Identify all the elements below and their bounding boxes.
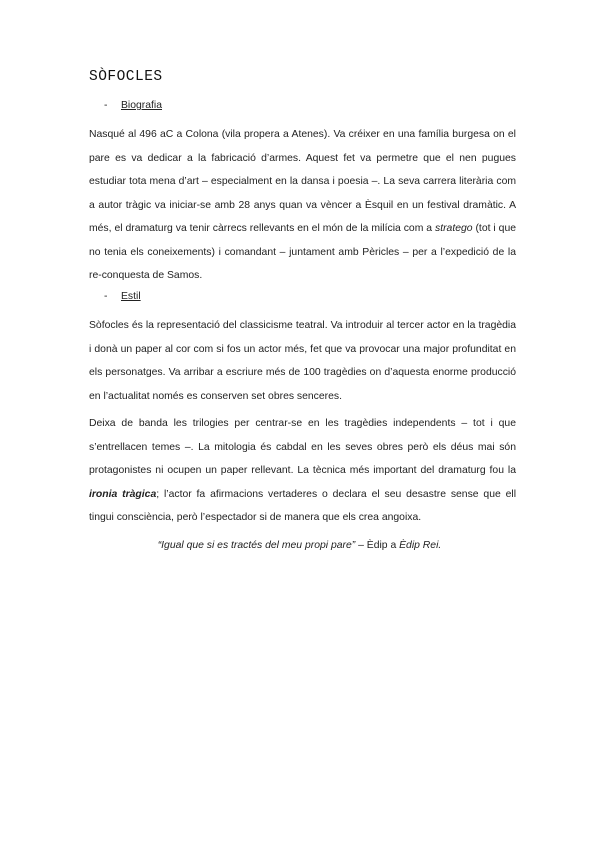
section-heading-estil [104, 290, 141, 304]
paragraph-text: Nasqué al 496 aC a Colona (vila propera a Atenes). Va créixer en una família burgesa on el pare es va dedicar a la fabricació d’armes. Aquest fet va permetre que el nen pugues estudiar tota mena d’art – especialment en la dansa i poesia –. La seva carrera literària com a autor tràgic va iniciar-se amb 28 anys quan va vèncer a Èsquil en un festival dramàtic. A més, el dramaturg va tenir càrrecs rellevants en el món de la milícia com a [89, 129, 516, 234]
paragraph-estil-2 [89, 412, 516, 530]
paragraph-biografia [89, 123, 516, 288]
bullet-dash: - [104, 100, 108, 111]
paragraph-text: Sòfocles és la representació del classicisme teatral. Va introduir al tercer actor en la tragèdia i donà un paper al cor com si fos un actor més, fet que va provocar una major profunditat en els personatges. Va arribar a escriure més de 100 tragèdies on d’aquesta enorme producció en l’actualitat només es conserven set obres senceres. [89, 320, 516, 402]
paragraph-text: ; l’actor fa afirmacions vertaderes o declara el seu desastre sense que ell tingui consciència, però l’espectador si de manera que els crea angoixa. [89, 488, 516, 523]
italic-term: stratego [435, 223, 473, 234]
bold-italic-term: ironia tràgica [89, 488, 157, 500]
closing-quote [0, 534, 599, 558]
section-heading-biografia [104, 99, 162, 113]
section-heading-label: Estil [121, 291, 141, 302]
paragraph-text: (tot i que no tenia els coneixements) i comandant – juntament amb Pèricles – per a l’expedició de la re-conquesta de Samos. [89, 223, 516, 281]
quote-attribution: – Èdip a [355, 540, 400, 551]
quote-text: “Igual que si es tractés del meu propi pare” [157, 540, 356, 551]
document-title: SÒFOCLES [89, 69, 163, 85]
quote-work: Èdip Rei. [399, 540, 442, 551]
bullet-dash: - [104, 291, 108, 302]
paragraph-text: Deixa de banda les trilogies per centrar-se en les tragèdies independents – tot i que s’entrellacen temes –. La mitologia és cabdal en les seves obres però els déus mai són protagonistes ni ocupen un paper rellevant. La tècnica més important del dramaturg fou la [89, 418, 516, 476]
paragraph-estil-1 [89, 314, 516, 408]
section-heading-label: Biografia [121, 100, 163, 111]
